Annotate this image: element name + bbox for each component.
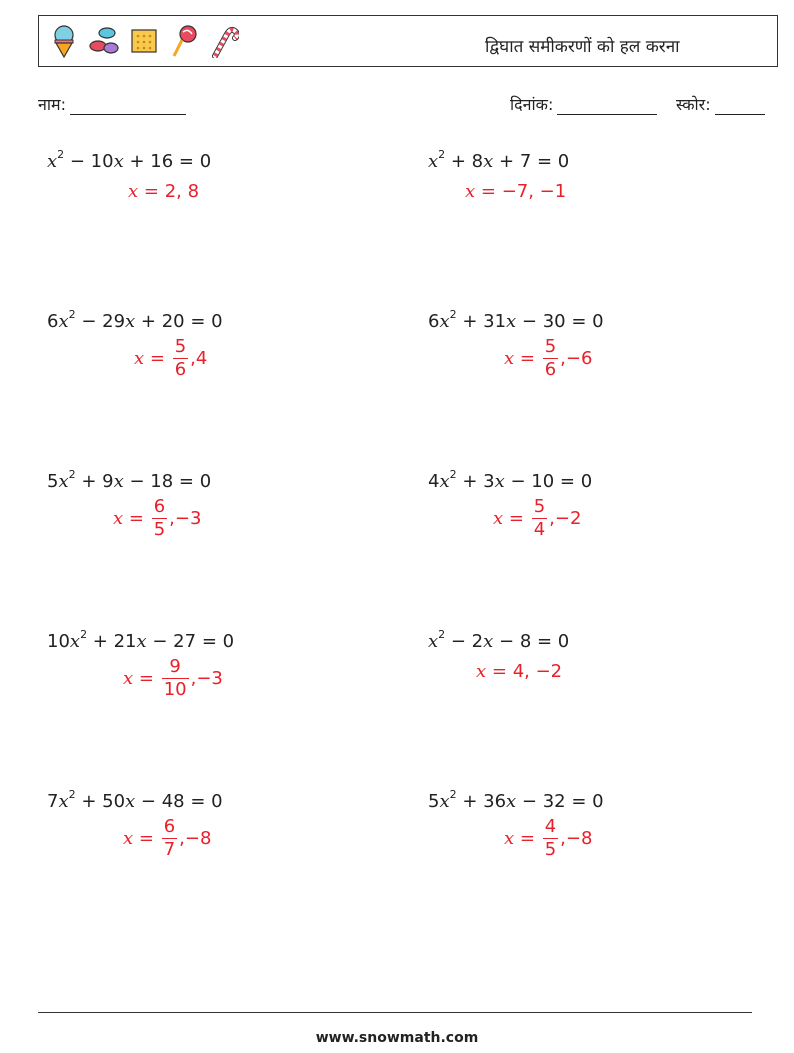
problem-3-equation: $6x^2 - 29x + 20 = 0$: [47, 308, 223, 332]
name-field: [38, 93, 186, 115]
ice-cream-icon: [49, 24, 79, 58]
problem-2-equation: $x^2 + 8x + 7 = 0$: [428, 148, 570, 172]
icon-strip: [49, 22, 239, 60]
problem-4-equation: $6x^2 + 31x - 30 = 0$: [428, 308, 604, 332]
score-field: [676, 93, 765, 115]
date-field: [510, 93, 657, 115]
score-label: स्कोर:: [676, 95, 711, 114]
problem-10-answer: x = $\frac{4}{5}$ ,−8: [504, 816, 593, 860]
problem-9-equation: $7x^2 + 50x - 48 = 0$: [47, 788, 223, 812]
problem-4-answer: x = $\frac{5}{6}$ ,−6: [504, 336, 593, 380]
name-label: नाम:: [38, 95, 66, 114]
cracker-icon: [129, 24, 159, 58]
problem-10-equation: $5x^2 + 36x - 32 = 0$: [428, 788, 604, 812]
worksheet-header: [38, 15, 778, 67]
score-blank[interactable]: [715, 98, 765, 115]
footer-url[interactable]: www.snowmath.com: [315, 1030, 479, 1046]
date-blank[interactable]: [557, 98, 657, 115]
problem-9-answer: x = $\frac{6}{7}$ ,−8: [123, 816, 212, 860]
problem-5-equation: $5x^2 + 9x - 18 = 0$: [47, 468, 212, 492]
problem-7-answer: x = $\frac{9}{10}$ ,−3: [123, 656, 223, 700]
date-label: दिनांक:: [510, 95, 554, 114]
problem-8-equation: $x^2 - 2x - 8 = 0$: [428, 628, 570, 652]
problem-8-answer: x = 4, −2: [476, 661, 563, 682]
macarons-icon: [89, 24, 119, 58]
page-title: द्विघात समीकरणों को हल करना: [485, 37, 680, 57]
name-blank[interactable]: [70, 98, 186, 115]
footer-divider: [38, 1012, 752, 1013]
lollipop-icon: [169, 24, 199, 58]
problem-1-equation: $x^2 - 10x + 16 = 0$: [47, 148, 212, 172]
problem-3-answer: x = $\frac{5}{6}$ ,4: [134, 336, 208, 380]
problem-2-answer: x = −7, −1: [465, 181, 567, 202]
candy-cane-icon: [209, 24, 239, 58]
problem-7-equation: $10x^2 + 21x - 27 = 0$: [47, 628, 235, 652]
problem-6-equation: $4x^2 + 3x - 10 = 0$: [428, 468, 593, 492]
problem-6-answer: x = $\frac{5}{4}$ ,−2: [493, 496, 582, 540]
problem-1-answer: x = 2, 8: [128, 181, 200, 202]
problem-5-answer: x = $\frac{6}{5}$ ,−3: [113, 496, 202, 540]
